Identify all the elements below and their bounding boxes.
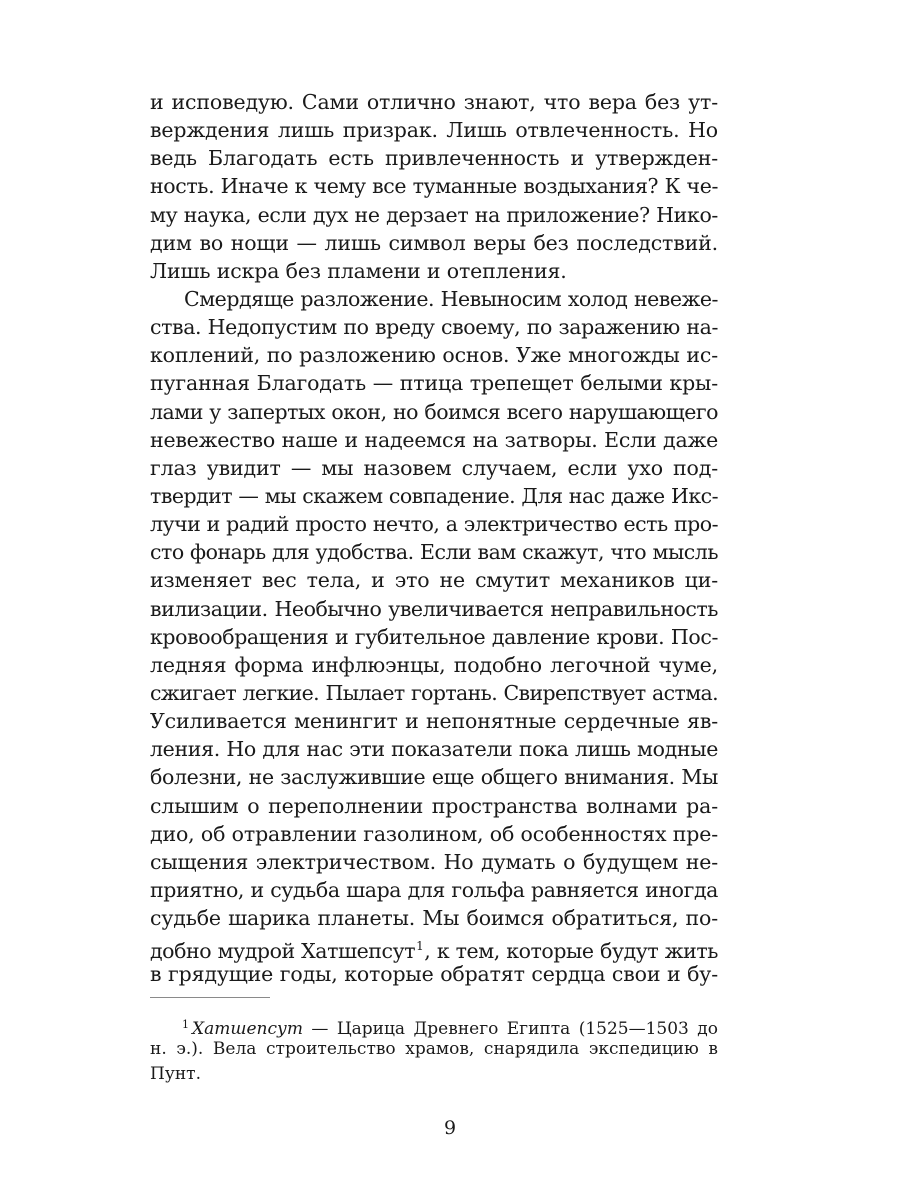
text-line: му наука, если дух не дерзает на приложение? Нико-: [150, 202, 718, 227]
text-line: сжигает легкие. Пылает гортань. Свирепствует астма.: [150, 680, 718, 705]
text-line: невежество наше и надеемся на затворы. Если даже: [150, 427, 718, 452]
text-line: верждения лишь призрак. Лишь отвлеченность. Но: [150, 118, 718, 143]
footnote-reference[interactable]: 1: [416, 939, 424, 954]
text-line: ность. Иначе к чему все туманные воздыхания? К че-: [150, 174, 718, 199]
text-line: ления. Но для нас эти показатели пока лишь модные: [150, 737, 718, 762]
text-line: приятно, и судьба шара для гольфа равняется иногда: [150, 877, 718, 902]
text-fragment: добно мудрой Хатшепсут: [150, 939, 416, 964]
footnote-divider: [150, 997, 270, 998]
footnote-line: н. э.). Вела строительство храмов, снарядила экспедицию в: [150, 1039, 718, 1059]
footnote-term: Хатшепсут: [192, 1019, 303, 1039]
text-line: сто фонарь для удобства. Если вам скажут, что мысль: [150, 540, 718, 565]
text-line: лучи и радий просто нечто, а электричество есть про-: [150, 512, 718, 537]
text-fragment: , к тем, которые будут жить: [424, 939, 718, 964]
text-line: пуганная Благодать — птица трепещет белыми кры-: [150, 371, 718, 396]
text-line: ства. Недопустим по вреду своему, по заражению на-: [150, 315, 718, 340]
text-line: в грядущие годы, которые обратят сердца свои и бу-: [150, 962, 718, 987]
footnote: [150, 1012, 718, 1087]
text-line: Усиливается менингит и непонятные сердечные яв-: [150, 709, 718, 734]
footnote-line: Пунт.: [150, 1064, 201, 1084]
main-text: [150, 88, 718, 989]
page-number: 9: [443, 1117, 457, 1139]
footnote-first-line: [150, 1012, 718, 1037]
text-line: лами у запертых окон, но боимся всего нарушающего: [150, 399, 718, 424]
text-line: судьбе шарика планеты. Мы боимся обратиться, по-: [150, 906, 718, 931]
text-line: дио, об отравлении газолином, об особенностях пре-: [150, 821, 718, 846]
text-line: изменяет вес тела, и это не смутит механиков ци-: [150, 568, 718, 593]
text-line: слышим о переполнении пространства волнами ра-: [150, 793, 718, 818]
text-line: глаз увидит — мы назовем случаем, если ухо под-: [150, 455, 718, 480]
text-line: Лишь искра без пламени и отепления.: [150, 258, 567, 283]
footnote-text: — Царица Древнего Египта (1525—1503 до: [302, 1019, 718, 1039]
text-line: коплений, по разложению основ. Уже многожды ис-: [150, 343, 718, 368]
text-line: и исповедую. Сами отлично знают, что вера без ут-: [150, 90, 718, 114]
text-line-with-footnote-ref: [150, 932, 718, 964]
text-line: болезни, не заслужившие еще общего внимания. Мы: [150, 765, 718, 790]
text-line: ведь Благодать есть привлеченность и утвержден-: [150, 146, 718, 171]
text-line: вилизации. Необычно увеличивается неправильность: [150, 596, 718, 621]
text-line: твердит — мы скажем совпадение. Для нас даже Икс-: [150, 483, 718, 508]
footnote-mark: 1: [182, 1018, 189, 1031]
text-line: сыщения электричеством. Но думать о будущем не-: [150, 849, 718, 874]
text-line: кровообращения и губительное давление крови. Пос-: [150, 624, 718, 649]
text-line: дим во нощи — лишь символ веры без последствий.: [150, 230, 718, 255]
paragraph-first-line: Смердяще разложение. Невыносим холод невеже-: [184, 286, 718, 311]
text-line: ледняя форма инфлюэнцы, подобно легочной чуме,: [150, 652, 718, 677]
